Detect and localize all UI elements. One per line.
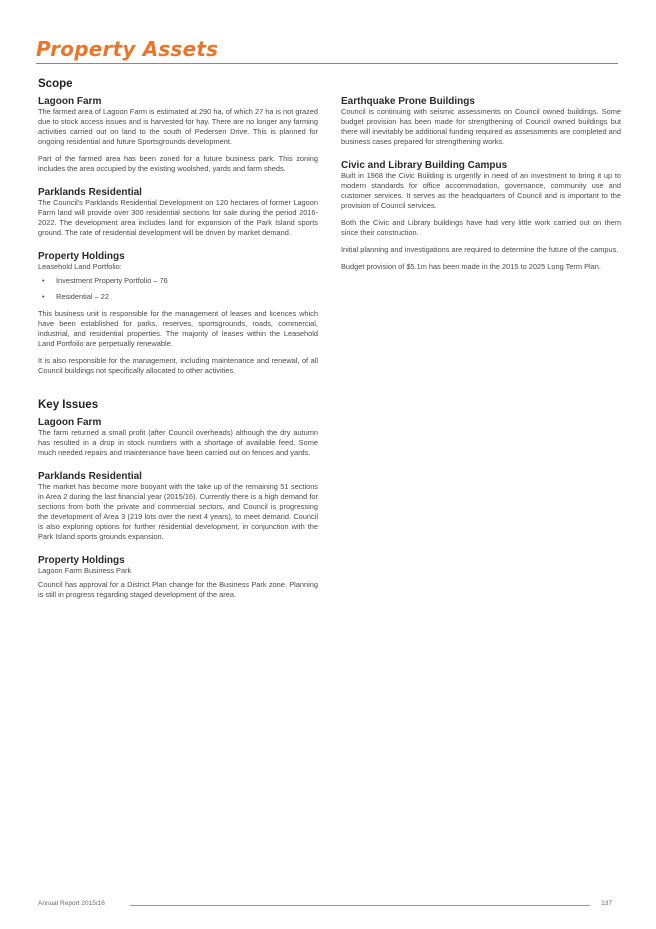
bullet-icon: • <box>42 276 45 285</box>
scope-holdings-p1: This business unit is responsible for the management of leases and licences which have been established for parks, reserves, sportsgrounds, roads, commercial, industrial, and residential properties. The majority of leases within the Leasehold Land Portfolio are perpetually renewable. <box>38 309 318 348</box>
bullet-text: Residential – 22 <box>56 292 110 301</box>
title-divider <box>36 63 618 64</box>
scope-holdings-label: Leasehold Land Portfolio: <box>38 262 122 271</box>
scope-earthquake-title: Earthquake Prone Buildings <box>341 96 475 107</box>
ki-holdings-title: Property Holdings <box>38 555 125 566</box>
scope-parklands-title: Parklands Residential <box>38 187 142 198</box>
page-footer <box>38 900 612 910</box>
ki-holdings-p1: Council has approval for a District Plan change for the Business Park zone. Planning is still in progress regarding staged development of the area. <box>38 580 318 599</box>
scope-heading: Scope <box>38 78 73 90</box>
holdings-bullet-list <box>38 276 318 302</box>
ki-parklands-p1: The market has become more buoyant with the take up of the remaining 51 sections in Area 2 during the last financial year (2015/16). Currently there is a high demand for sections from both the private and commercial sectors, and Council is progressing the development of Area 3 (219 lots over the next 4 years), to meet demand. Council is also exploring options for further residential development, in conjunction with the Park Island sports grounds expansion. <box>38 482 318 541</box>
scope-lagoon-farm-p2: Part of the farmed area has been zoned for a future business park. This zoning includes the area occupied by the existing woolshed, yards and farm sheds. <box>38 154 318 173</box>
bullet-text: Investment Property Portfolio – 76 <box>56 276 168 285</box>
ki-parklands-title: Parklands Residential <box>38 471 142 482</box>
ki-lagoon-farm-p1: The farm returned a small profit (after Council overheads) although the dry autumn has resulted in a drop in stock numbers with a shortage of available feed. Some much needed repairs and maintenance have been carried out on fences and yards. <box>38 428 318 457</box>
scope-holdings-title: Property Holdings <box>38 251 125 262</box>
left-column <box>38 78 318 607</box>
scope-lagoon-farm-title: Lagoon Farm <box>38 96 102 107</box>
bullet-icon: • <box>42 292 45 301</box>
footer-report-title: Annual Report 2015/16 <box>38 900 105 907</box>
right-column <box>341 96 621 279</box>
key-issues-heading: Key Issues <box>38 399 99 411</box>
scope-civic-p4: Budget provision of $5.1m has been made in the 2015 to 2025 Long Term Plan. <box>341 262 601 271</box>
scope-civic-p3: Initial planning and investigations are required to determine the future of the campus. <box>341 245 619 254</box>
scope-civic-p1: Built in 1968 the Civic Building is urgently in need of an investment to bring it up to modern standards for office accommodation, governance, community use and customer services. It serves as the headquarters of Council and is important to the provision of Council services. <box>341 171 621 210</box>
scope-civic-title: Civic and Library Building Campus <box>341 160 508 171</box>
scope-earthquake-p1: Council is continuing with seismic assessments on Council owned buildings. Some budget provision has been made for strengthening of Council owned buildings but there will inevitably be additional funding required as assessments are completed and business cases prepared for strengthening works. <box>341 107 621 146</box>
scope-parklands-p1: The Council's Parklands Residential Development on 120 hectares of former Lagoon Farm land will provide over 300 residential sections for sale during the period 2016-2022. The development area includes land for expansion of the Park Island sports ground. The rate of residential development will be driven by market demand. <box>38 198 318 237</box>
list-item <box>38 292 318 302</box>
page-number: 137 <box>601 900 612 907</box>
ki-lagoon-farm-title: Lagoon Farm <box>38 417 102 428</box>
scope-holdings-p2: It is also responsible for the management, including maintenance and renewal, of all Council buildings not specifically allocated to other activities. <box>38 356 318 375</box>
page-title: Property Assets <box>36 37 219 61</box>
ki-holdings-label: Lagoon Farm Business Park <box>38 566 132 575</box>
list-item <box>38 276 318 286</box>
scope-lagoon-farm-p1: The farmed area of Lagoon Farm is estimated at 290 ha, of which 27 ha is not grazed due to stock access issues and is harvested for hay. There are no longer any farming activities carried out on land to the south of Pedersen Drive. This is planned for ongoing residential and future Sportsgrounds development. <box>38 107 318 146</box>
footer-divider <box>130 905 590 906</box>
scope-civic-p2: Both the Civic and Library buildings have had very little work carried out on them since their construction. <box>341 218 621 237</box>
